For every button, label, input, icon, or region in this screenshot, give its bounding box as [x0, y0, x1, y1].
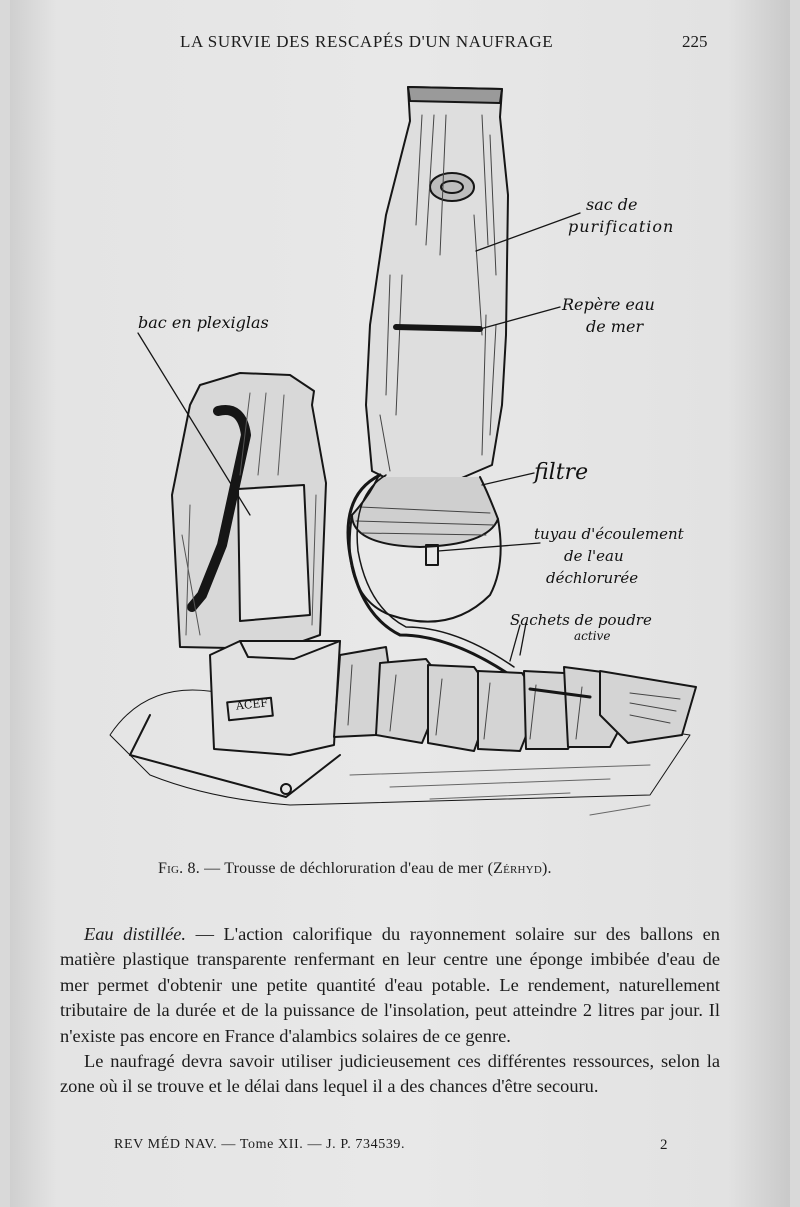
sachets-row — [334, 647, 696, 751]
caption-dash: — — [199, 860, 225, 877]
paragraph-2: Le naufragé devra savoir utiliser judicieusement ces différentes ressources, selon la zone où il se trouve et le délai dans lequel il a des chances d'être secouru. — [60, 1051, 720, 1097]
signature-mark: 2 — [660, 1137, 668, 1153]
paragraph-1-text: — L'action calorifique du rayonnement solaire sur des ballons en matière plastique transparente renfermant en leur centre une éponge imbibée d'eau de mer permet d'obtenir une petite quantité d'eau potable. Le rendement, naturellement tributaire de la durée et de la puissance de l'insolation, peut atteindre 2 litres par jour. Il n'existe pas encore en France d'alambics solaires de ce genre. — [60, 924, 721, 1046]
purification-kit-drawing — [90, 75, 750, 835]
label-repere-line2: de mer — [586, 317, 644, 336]
caption-brand: Zérhyd — [493, 860, 542, 877]
figure-illustration — [90, 75, 750, 835]
running-title: LA SURVIE DES RESCAPÉS D'UN NAUFRAGE — [180, 32, 554, 51]
label-sachets-line2: active — [574, 629, 611, 643]
run-in-heading: Eau distillée. — [84, 924, 187, 944]
caption-text: Trousse de déchloruration d'eau de mer ( — [224, 860, 494, 877]
label-sachets-line1: Sachets de poudre — [510, 611, 652, 629]
label-filtre: filtre — [534, 460, 589, 485]
label-tuyau-line1: tuyau d'écoulement — [534, 525, 684, 543]
label-bac: bac en plexiglas — [138, 313, 269, 332]
label-repere-line1: Repère eau — [562, 295, 655, 314]
label-tuyau-line2: de l'eau — [564, 547, 624, 565]
figure-caption — [158, 860, 552, 878]
label-box-stamp: ACEF — [235, 696, 269, 713]
label-sac-line1: sac de — [586, 195, 638, 214]
paragraph-eau-distillee — [60, 922, 720, 1049]
page-number: 225 — [682, 32, 708, 51]
caption-close: ). — [541, 860, 552, 877]
body-text — [60, 922, 720, 1100]
page — [10, 0, 790, 1207]
label-tuyau-line3: déchlorurée — [546, 569, 639, 587]
journal-footer: REV MÉD NAV. — Tome XII. — J. P. 734539. — [114, 1137, 406, 1152]
sea-water-mark — [396, 327, 480, 329]
caption-fig-label: Fig. 8. — [158, 860, 200, 877]
label-sac-line2: purification — [568, 217, 675, 236]
purification-bag — [366, 87, 508, 485]
